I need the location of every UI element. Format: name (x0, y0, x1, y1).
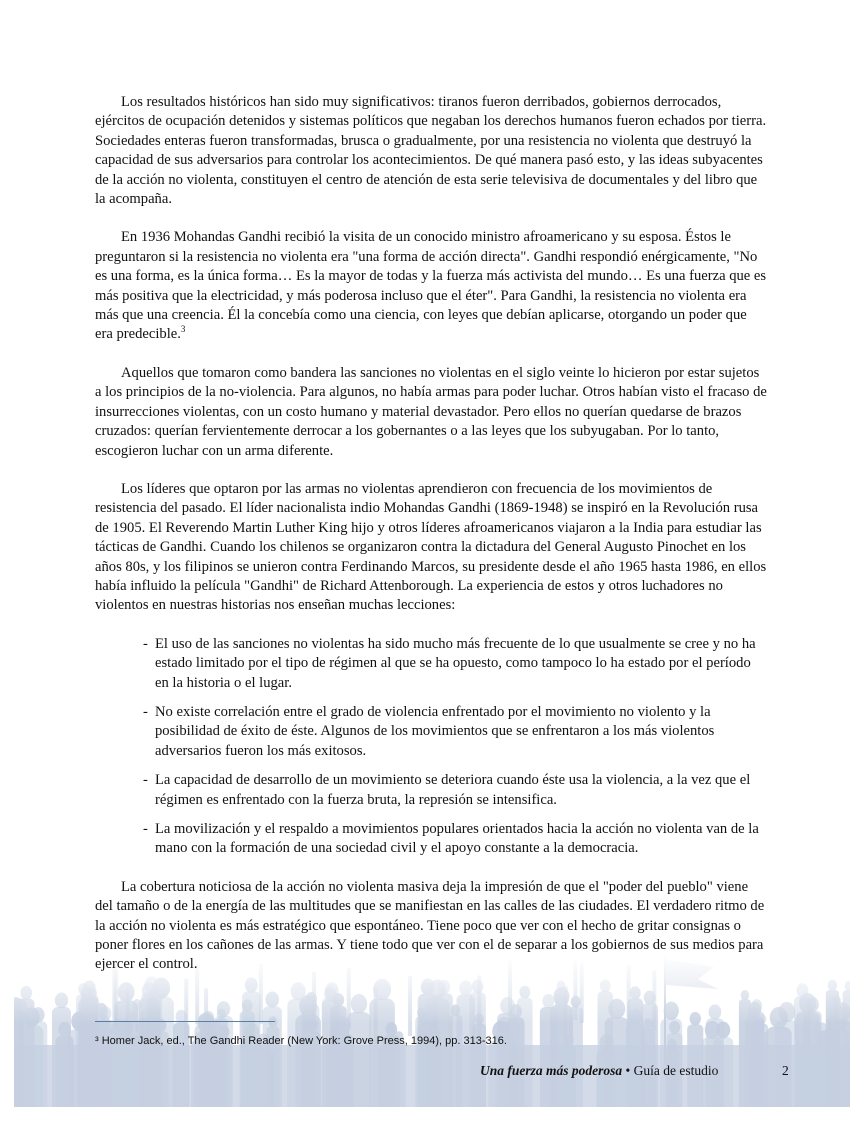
paragraph-1: Los resultados históricos han sido muy significativos: tiranos fueron derribados, gobiernos derrocados, ejércitos de ocupación detenidos y sistemas políticos que negaban los derechos humanos fueron echados por tierra. Sociedades enteras fueron transformadas, brusca o gradualmente, por una resistencia no violenta que destruyó la capacidad de sus adversarios para controlar los acontecimientos. De qué manera pasó esto, y las ideas subyacentes de la acción no violenta, constituyen el centro de atención de esta serie televisiva de documentales y del libro que la acompaña. (95, 94, 767, 208)
paragraph-2-text: En 1936 Mohandas Gandhi recibió la visita de un conocido ministro afroamericano y su esposa. Éstos le preguntaron si la resistencia no violenta era "una forma de acción directa". Gandhi respondió enérgicamente, "No es una forma, es la única forma… Es la mayor de todas y la fuerza más activista del mundo… Es una fuerza que es más positiva que la electricidad, y más poderosa incluso que el éter". Para Gandhi, la resistencia no violenta era más que una creencia. Él la concebía como una ciencia, con leyes que debían aplicarse, otorgando un poder que era predecible. (95, 229, 767, 343)
footer-subtitle: Guía de estudio (633, 1063, 719, 1078)
footnote-divider (95, 1021, 275, 1022)
footnote-reference[interactable]: 3 (180, 324, 186, 335)
list-item-text: No existe correlación entre el grado de violencia enfrentado por el movimiento no violento y la posibilidad de éxito de éste. Algunos de los movimientos que se enfrentaron a los más violentos adversarios fueron los más exitosos. (155, 703, 715, 759)
list-item (143, 635, 767, 693)
list-item-text: El uso de las sanciones no violentas ha sido mucho más frecuente de lo que usualmente se cree y no ha estado limitado por el tipo de régimen al que se ha opuesto, como tampoco lo ha estado por el período en la historia o el lugar. (155, 635, 756, 691)
closing-paragraph: La cobertura noticiosa de la acción no violenta masiva deja la impresión de que el "poder del pueblo" viene del tamaño o de la energía de las multitudes que se manifiestan en las calles de las ciudades. El verdadero ritmo de la acción no violenta es más estratégico que espontáneo. Tiene poco que ver con el hecho de gritar consignas o poner flores en los cañones de las armas. Y tiene todo que ver con el de separar a los gobiernos de sus medios para ejercer el control. (95, 878, 765, 973)
paragraph-2 (95, 228, 767, 344)
bullet-dash: - (143, 635, 148, 652)
bullet-dash: - (143, 772, 148, 789)
footnote: ³ Homer Jack, ed., The Gandhi Reader (New York: Grove Press, 1994), pp. 313-316. (95, 1035, 507, 1047)
paragraph-3: Aquellos que tomaron como bandera las sanciones no violentas en el siglo veinte lo hicieron por estar sujetos a los principios de la no-violencia. Para algunos, no había armas para poder luchar. Otros habían visto el fracaso de insurrecciones violentas, con un costo humano y material devastador. Pero ellos no querían quedarse de brazos cruzados: querían fervientemente derrocar a los gobernantes o a las leyes que los subyugaban. Por lo tanto, escogieron luchar con un arma diferente. (95, 364, 767, 459)
page-footer (480, 1063, 800, 1079)
list-item-text: La movilización y el respaldo a movimientos populares orientados hacia la acción no violenta van de la mano con la formación de una sociedad civil y el apoyo constante a la democracia. (155, 821, 759, 857)
page-number: 2 (782, 1063, 789, 1078)
list-item-text: La capacidad de desarrollo de un movimiento se deteriora cuando éste usa la violencia, a la vez que el régimen es enfrentado con la fuerza bruta, la represión se intensifica. (155, 772, 751, 808)
bullet-dash: - (143, 703, 148, 720)
footer-separator: • (622, 1063, 634, 1078)
bullet-dash: - (143, 821, 148, 837)
paragraph-4: Los líderes que optaron por las armas no violentas aprendieron con frecuencia de los movimientos de resistencia del pasado. El líder nacionalista indio Mohandas Gandhi (1869-1948) se inspiró en la Revolución rusa de 1905. El Reverendo Martin Luther King hijo y otros líderes afroamericanos viajaron a la India para estudiar las tácticas de Gandhi. Cuando los chilenos se organizaron contra la dictadura del General Augusto Pinochet en los años 80s, y los filipinos se unieron contra Ferdinando Marcos, su presidente desde el año 1965 hasta 1986, en ellos había influido la película "Gandhi" de Richard Attenborough. La experiencia de estos y otros luchadores no violentos en nuestras historias nos enseñan muchas lecciones: (95, 480, 767, 614)
body-text (95, 93, 767, 994)
list-item (143, 771, 767, 810)
list-item (143, 820, 767, 859)
list-item (143, 703, 767, 761)
lessons-list (95, 635, 767, 859)
footer-title: Una fuerza más poderosa (480, 1063, 623, 1078)
